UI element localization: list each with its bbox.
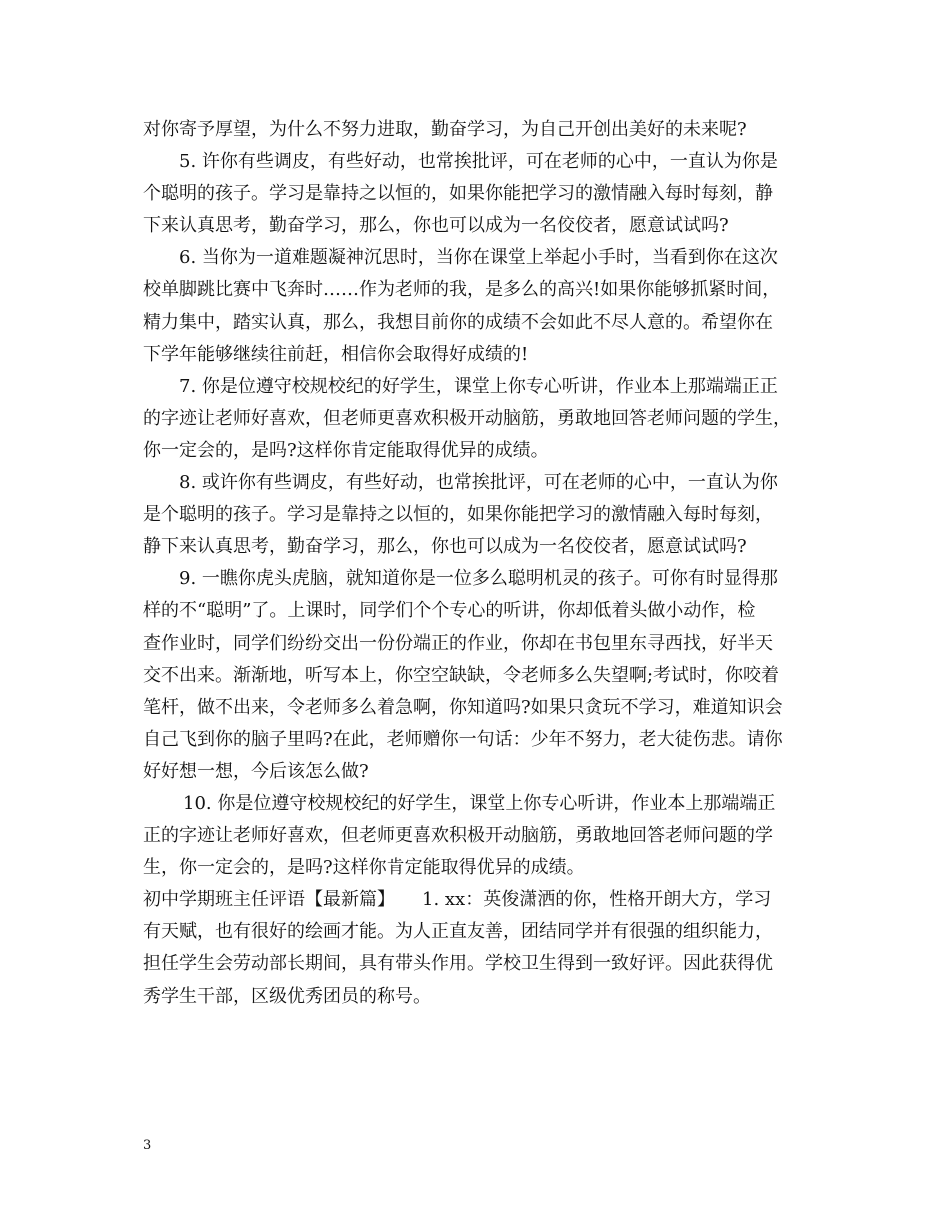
- page-number: 3: [143, 1138, 152, 1153]
- text-line: 查作业时，同学们纷纷交出一份份端正的作业，你却在书包里东寻西找，好半天: [143, 632, 773, 654]
- text-line: 生，你一定会的，是吗?这样你肯定能取得优异的成绩。: [143, 857, 585, 879]
- text-line: 对你寄予厚望，为什么不努力进取，勤奋学习，为自己开创出美好的未来呢?: [143, 119, 747, 140]
- text-line: 个聪明的孩子。学习是靠持之以恒的，如果你能把学习的激情融入每时每刻，静: [143, 183, 773, 205]
- text-line: 的字迹让老师好喜欢，但老师更喜欢积极开动脑筋，勇敢地回答老师问题的学生，: [143, 407, 791, 429]
- document-body: [143, 114, 823, 1013]
- text-line: 正的字迹让老师好喜欢，但老师更喜欢积极开动脑筋，勇敢地回答老师问题的学: [143, 825, 773, 847]
- text-line: 担任学生会劳动部长期间，具有带头作用。学校卫生得到一致好评。因此获得优: [143, 953, 773, 975]
- text-line: 精力集中，踏实认真，那么，我想目前你的成绩不会如此不尽人意的。希望你在: [143, 311, 773, 333]
- text-line: 9. 一瞧你虎头虎脑，就知道你是一位多么聪明机灵的孩子。可你有时显得那: [179, 568, 778, 590]
- text-line: 有天赋，也有很好的绘画才能。为人正直友善，团结同学并有很强的组织能力，: [143, 921, 773, 943]
- text-line: 静下来认真思考，勤奋学习，那么，你也可以成为一名佼佼者，愿意试试吗?: [143, 536, 747, 558]
- text-line: 笔杆，做不出来，令老师多么着急啊，你知道吗?如果只贪玩不学习，难道知识会: [143, 696, 783, 718]
- text-line: 7. 你是位遵守校规校纪的好学生，课堂上你专心听讲，作业本上那端端正正: [179, 375, 778, 397]
- text-line: 下学年能够继续往前赶，相信你会取得好成绩的!: [143, 343, 529, 365]
- text-line: 8. 或许你有些调皮，有些好动，也常挨批评，可在老师的心中，一直认为你: [179, 472, 778, 494]
- text-line: 下来认真思考，勤奋学习，那么，你也可以成为一名佼佼者，愿意试试吗?: [143, 215, 729, 237]
- text-line: 样的不“聪明”了。上课时，同学们个个专心的听讲，你却低着头做小动作，检: [143, 600, 756, 622]
- text-line: 交不出来。渐渐地，听写本上，你空空缺缺，令老师多么失望啊;考试时，你咬着: [143, 664, 780, 686]
- text-line: 你一定会的，是吗?这样你肯定能取得优异的成绩。: [143, 439, 549, 461]
- text-line: 秀学生干部，区级优秀团员的称号。: [143, 985, 431, 1007]
- text-line: 好好想一想，今后该怎么做?: [143, 760, 369, 782]
- section-heading-line: 初中学期班主任评语【最新篇】 1. xx：英俊潇洒的你，性格开朗大方，学习: [143, 889, 772, 911]
- text-line: 10. 你是位遵守校规校纪的好学生，课堂上你专心听讲，作业本上那端端正: [183, 792, 776, 814]
- text-line: 自己飞到你的脑子里吗?在此，老师赠你一句话：少年不努力，老大徒伤悲。请你: [143, 728, 783, 750]
- text-line: 6. 当你为一道难题凝神沉思时，当你在课堂上举起小手时，当看到你在这次: [179, 247, 778, 269]
- text-line: 是个聪明的孩子。学习是靠持之以恒的，如果你能把学习的激情融入每时每刻，: [143, 504, 773, 526]
- text-line: 5. 许你有些调皮，有些好动，也常挨批评，可在老师的心中，一直认为你是: [179, 151, 778, 173]
- text-line: 校单脚跳比赛中飞奔时……作为老师的我，是多么的高兴!如果你能够抓紧时间，: [143, 279, 781, 301]
